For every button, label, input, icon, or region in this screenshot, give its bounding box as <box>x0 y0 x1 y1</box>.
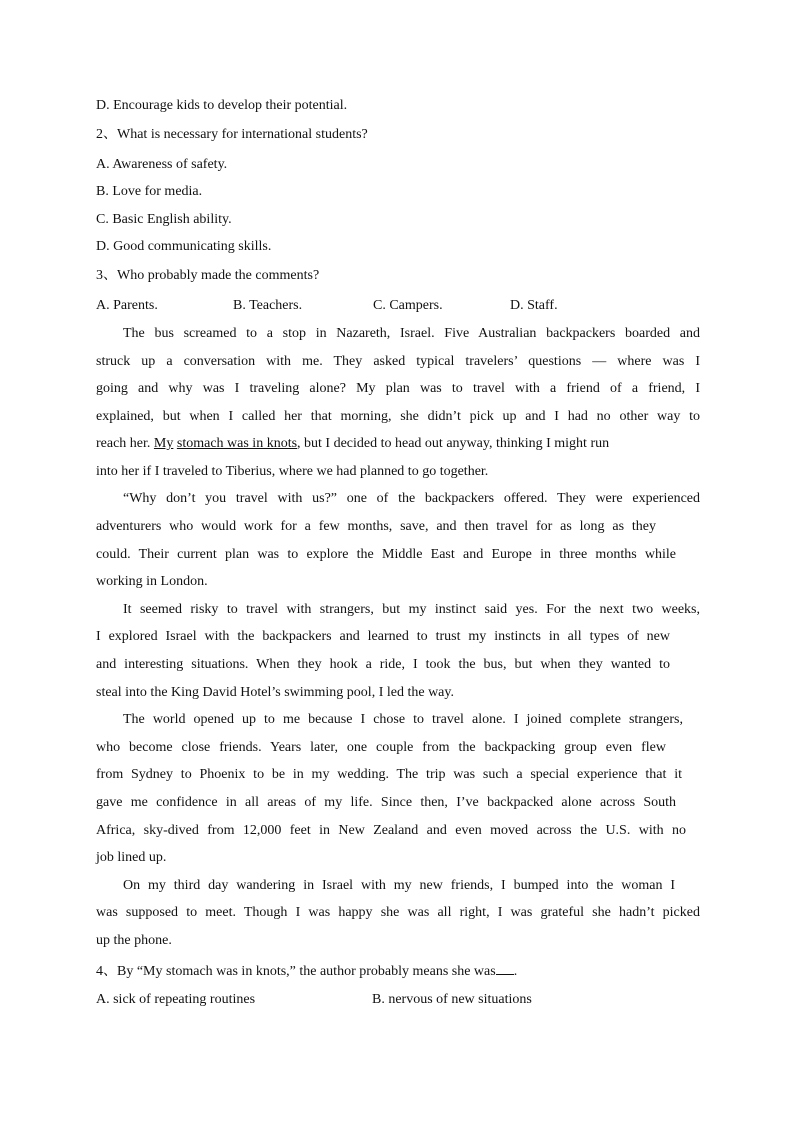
passage-p4-line4: gave me confidence in all areas of my life. Since then, I’ve backpacked alone across South <box>96 795 676 810</box>
passage-p1-line2: struck up a conversation with me. They asked typical travelers’ questions — where was I <box>96 354 700 369</box>
passage-p2-line4: working in London. <box>96 574 208 589</box>
q3-option-b: B. Teachers. <box>233 298 303 313</box>
passage-p5-line2: was supposed to meet. Though I was happy she was all right, I was grateful she hadn’t picked <box>96 905 700 920</box>
passage-p1-line4: explained, but when I called her that morning, she didn’t pick up and I had no other way to <box>96 409 700 424</box>
passage-p3-line2: I explored Israel with the backpackers and learned to trust my instincts in all types of new <box>96 629 670 644</box>
q2-option-d: D. Good communicating skills. <box>96 239 272 254</box>
passage-p3-line3: and interesting situations. When they hook a ride, I took the bus, but when they wanted to <box>96 657 670 672</box>
underlined-my: My <box>153 436 174 451</box>
passage-p2-line1: “Why don’t you travel with us?” one of the backpackers offered. They were experienced <box>123 491 700 506</box>
underlined-phrase: stomach was in knots <box>176 436 298 451</box>
q4-option-a: A. sick of repeating routines <box>96 992 256 1007</box>
q1-option-d: D. Encourage kids to develop their potential. <box>96 98 348 113</box>
q2-stem: 2、What is necessary for international students? <box>96 127 368 142</box>
q2-option-c: C. Basic English ability. <box>96 212 232 227</box>
passage-p1-line5-pre: reach her. <box>96 436 154 451</box>
passage-p1-line1: The bus screamed to a stop in Nazareth, Israel. Five Australian backpackers boarded and <box>123 326 700 341</box>
passage-p1-line6: into her if I traveled to Tiberius, where we had planned to go together. <box>96 464 489 479</box>
passage-p4-line1: The world opened up to me because I chose to travel alone. I joined complete strangers, <box>123 712 683 727</box>
q3-option-c: C. Campers. <box>373 298 443 313</box>
passage-p2-line2: adventurers who would work for a few months, save, and then travel for as long as they <box>96 519 656 534</box>
passage-p1-line5 <box>96 436 700 452</box>
passage-p5-line1: On my third day wandering in Israel with my new friends, I bumped into the woman I <box>123 878 675 893</box>
passage-p1-line3: going and why was I traveling alone? My plan was to travel with a friend of a friend, I <box>96 381 700 396</box>
passage-p3-line4: steal into the King David Hotel’s swimming pool, I led the way. <box>96 685 454 700</box>
passage-p1-line5-post: , but I decided to head out anyway, thinking I might run <box>297 436 610 451</box>
q3-option-d: D. Staff. <box>510 298 558 313</box>
passage-p4-line2: who become close friends. Years later, one couple from the backpacking group even flew <box>96 740 666 755</box>
q4-stem <box>96 962 700 980</box>
q2-option-b: B. Love for media. <box>96 184 203 199</box>
q3-stem: 3、Who probably made the comments? <box>96 268 320 283</box>
q2-option-a: A. Awareness of safety. <box>96 157 228 172</box>
passage-p3-line1: It seemed risky to travel with strangers, but my instinct said yes. For the next two weeks, <box>123 602 700 617</box>
q4-stem-text: 4、By “My stomach was in knots,” the author probably means she was <box>96 964 496 979</box>
q4-stem-end: . <box>513 964 518 979</box>
q4-option-b: B. nervous of new situations <box>372 992 532 1007</box>
passage-p4-line6: job lined up. <box>96 850 167 865</box>
passage-p4-line5: Africa, sky-dived from 12,000 feet in New Zealand and even moved across the U.S. with no <box>96 823 686 838</box>
passage-p4-line3: from Sydney to Phoenix to be in my wedding. The trip was such a special experience that it <box>96 767 682 782</box>
answer-blank <box>496 962 514 975</box>
q3-option-a: A. Parents. <box>96 298 158 313</box>
passage-p2-line3: could. Their current plan was to explore the Middle East and Europe in three months while <box>96 547 676 562</box>
passage-p5-line3: up the phone. <box>96 933 172 948</box>
